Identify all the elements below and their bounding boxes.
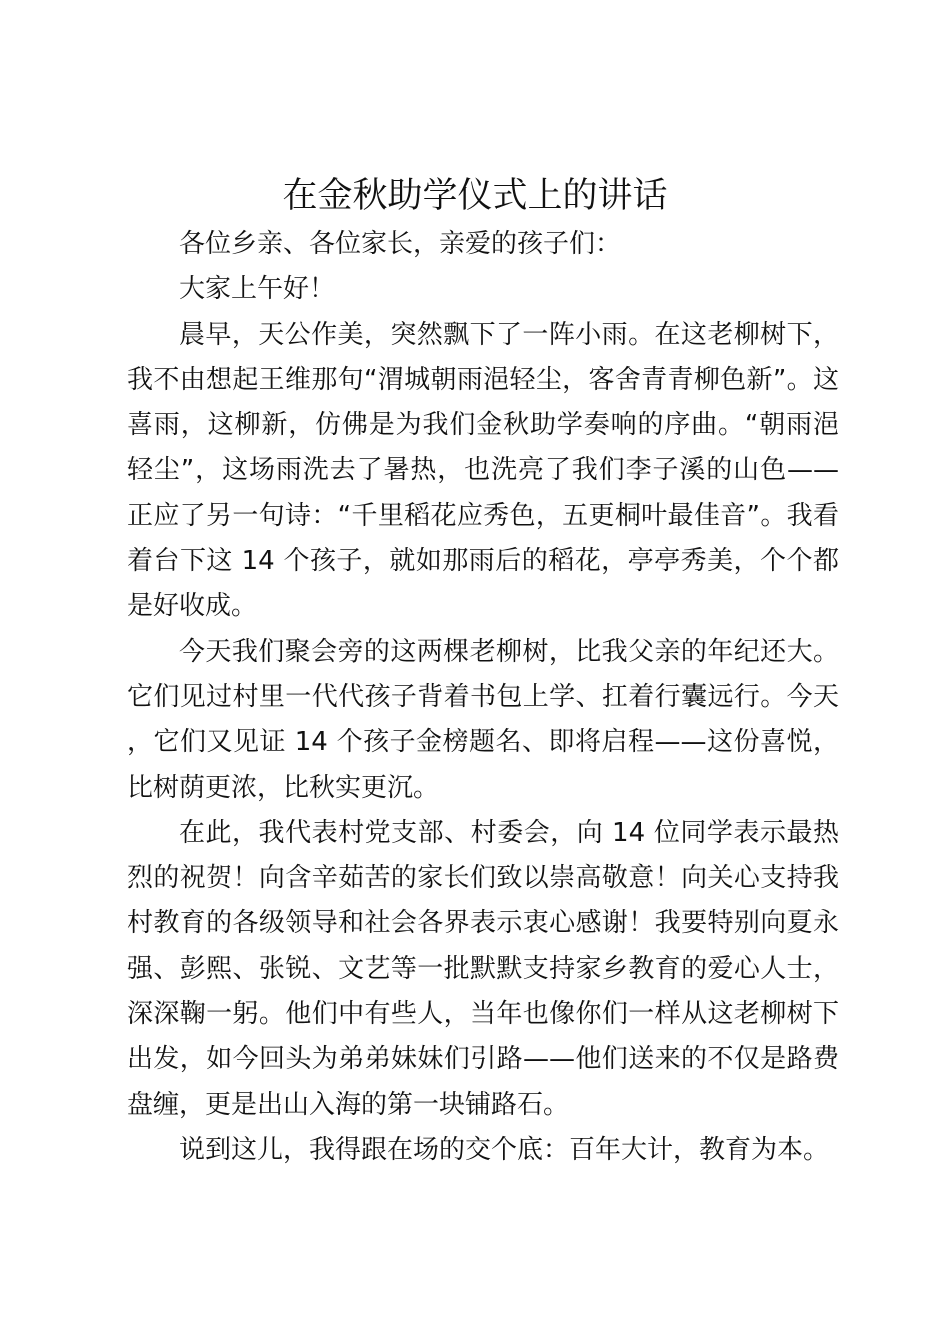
document-body bbox=[127, 222, 839, 1173]
paragraph-thanks: 在此，我代表村党支部、村委会，向 14 位同学表示最热烈的祝贺！向含辛茹苦的家长们致以崇高敬意！向关心支持我村教育的各级领导和社会各界表示衷心感谢！我要特别向夏永强、彭熙、张锐、文艺等一批默默支持家乡教育的爱心人士，深深鞠一躬。他们中有些人，当年也像你们一样从这老柳树下出发，如今回头为弟弟妹妹们引路——他们送来的不仅是路费盘缠，更是出山入海的第一块铺路石。 bbox=[127, 817, 839, 1120]
paragraph-salutation: 大家上午好！ bbox=[179, 274, 336, 305]
paragraph-willow-trees: 今天我们聚会旁的这两棵老柳树，比我父亲的年纪还大。它们见过村里一代代孩子背着书包上学、扛着行囊远行。今天，它们又见证 14 个孩子金榜题名、即将启程——这份喜悦，比树荫更浓，比秋实更沉。 bbox=[127, 636, 839, 803]
paragraph-morning-rain: 晨早，天公作美，突然飘下了一阵小雨。在这老柳树下，我不由想起王维那句“渭城朝雨浥轻尘，客舍青青柳色新”。这喜雨，这柳新，仿佛是为我们金秋助学奏响的序曲。“朝雨浥轻尘”，这场雨洗去了暑热，也洗亮了我们李子溪的山色——正应了另一句诗：“千里稻花应秀色，五更桐叶最佳音”。我看着台下这 14 个孩子，就如那雨后的稻花，亭亭秀美，个个都是好收成。 bbox=[127, 319, 839, 622]
document-title: 在金秋助学仪式上的讲话 bbox=[282, 176, 668, 216]
paragraph-education: 说到这儿，我得跟在场的交个底：百年大计，教育为本。 bbox=[179, 1134, 830, 1165]
paragraph-greeting: 各位乡亲、各位家长，亲爱的孩子们： bbox=[179, 229, 622, 259]
